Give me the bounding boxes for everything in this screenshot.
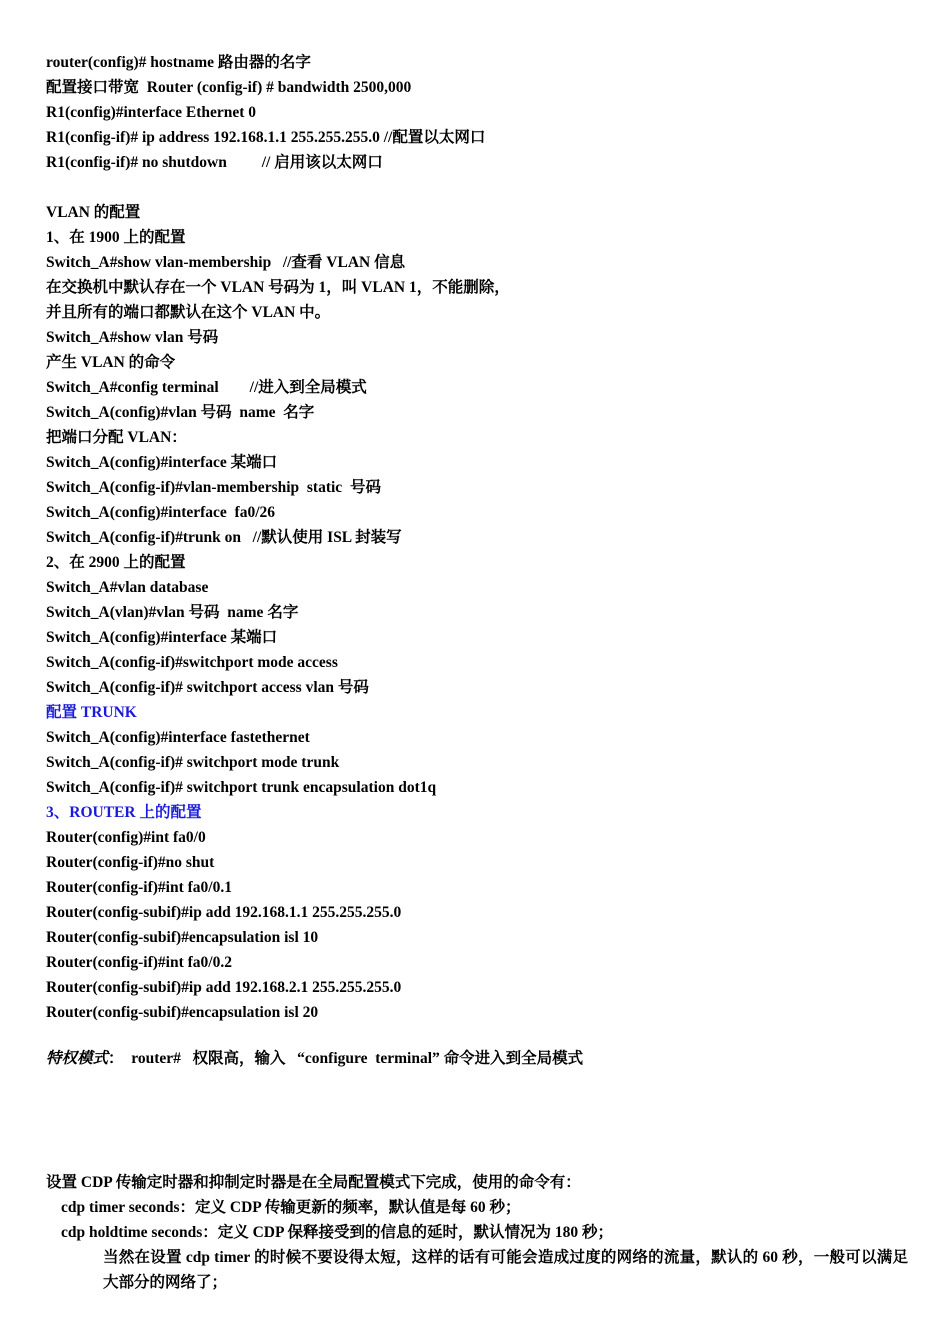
doc-line-no-shutdown: R1(config-if)# no shutdown // 启用该以太网口 (46, 154, 383, 171)
doc-line: Switch_A(config)#interface fa0/26 (46, 504, 276, 521)
cdp-holdtime-line: cdp holdtime seconds：定义 CDP 保释接受到的信息的延时，默认情况为 180 秒； (61, 1224, 613, 1241)
doc-line: 把端口分配 VLAN： (46, 429, 187, 446)
doc-line: Switch_A#config terminal //进入到全局模式 (46, 379, 367, 396)
cdp-note-paragraph: 当然在设置 cdp timer 的时候不要设得太短，这样的话有可能会造成过度的网络的流量，默认的 60 秒，一般可以满足大部分的网络了； (103, 1249, 908, 1291)
doc-line: Router(config-if)#no shut (46, 854, 215, 871)
doc-line: Router(config-subif)#encapsulation isl 20 (46, 1004, 319, 1021)
doc-line: Switch_A(config-if)# switchport access vlan 号码 (46, 679, 369, 696)
doc-line: Switch_A(config-if)#vlan-membership static 号码 (46, 479, 381, 496)
doc-line: Switch_A(config)#interface 某端口 (46, 454, 278, 471)
privileged-mode-text: ： router# 权限高，输入 “configure terminal” 命令进入到全局模式 (108, 1050, 584, 1067)
doc-line: Switch_A#vlan database (46, 579, 209, 596)
doc-line: 并且所有的端口都默认在这个 VLAN 中。 (46, 304, 331, 321)
doc-line: Switch_A(config-if)# switchport trunk encapsulation dot1q (46, 779, 437, 796)
doc-line: Switch_A#show vlan 号码 (46, 329, 219, 346)
doc-line: Router(config-subif)#encapsulation isl 10 (46, 929, 319, 946)
doc-line: 在交换机中默认存在一个 VLAN 号码为 1，叫 VLAN 1，不能删除， (46, 279, 510, 296)
doc-line: Router(config)#int fa0/0 (46, 829, 206, 846)
subheading-router: 3、ROUTER 上的配置 (46, 804, 202, 821)
doc-line: Router(config-if)#int fa0/0.2 (46, 954, 232, 971)
doc-line: Switch_A(config-if)#trunk on //默认使用 ISL 封装写 (46, 529, 402, 546)
privileged-mode-line (46, 1046, 583, 1071)
doc-line: Switch_A(config)#interface 某端口 (46, 629, 278, 646)
doc-line: Switch_A(config)#interface fastethernet (46, 729, 310, 746)
doc-line-ip-address: R1(config-if)# ip address 192.168.1.1 255.255.255.0 //配置以太网口 (46, 129, 486, 146)
doc-line-interface-ethernet: R1(config)#interface Ethernet 0 (46, 104, 257, 121)
subheading-trunk: 配置 TRUNK (46, 704, 137, 721)
subheading-1900: 1、在 1900 上的配置 (46, 229, 186, 246)
doc-line: Switch_A(config-if)# switchport mode trunk (46, 754, 340, 771)
doc-line-bandwidth: 配置接口带宽 Router (config-if) # bandwidth 2500,000 (46, 79, 412, 96)
doc-line: Router(config-if)#int fa0/0.1 (46, 879, 232, 896)
doc-line: Switch_A(config)#vlan 号码 name 名字 (46, 404, 315, 421)
section-heading-vlan: VLAN 的配置 (46, 204, 141, 221)
cdp-timer-line: cdp timer seconds：定义 CDP 传输更新的频率，默认值是每 60 秒； (61, 1199, 521, 1216)
subheading-2900: 2、在 2900 上的配置 (46, 554, 186, 571)
privileged-mode-label: 特权模式 (46, 1050, 109, 1067)
doc-line: Switch_A(config-if)#switchport mode access (46, 654, 338, 671)
doc-line: 产生 VLAN 的命令 (46, 354, 176, 371)
doc-line: Switch_A(vlan)#vlan 号码 name 名字 (46, 604, 299, 621)
doc-line: Router(config-subif)#ip add 192.168.1.1 255.255.255.0 (46, 904, 402, 921)
doc-line: Router(config-subif)#ip add 192.168.2.1 255.255.255.0 (46, 979, 402, 996)
doc-line: Switch_A#show vlan-membership //查看 VLAN 信息 (46, 254, 406, 271)
doc-line-hostname: router(config)# hostname 路由器的名字 (46, 54, 311, 71)
cdp-intro: 设置 CDP 传输定时器和抑制定时器是在全局配置模式下完成，使用的命令有： (46, 1174, 581, 1191)
